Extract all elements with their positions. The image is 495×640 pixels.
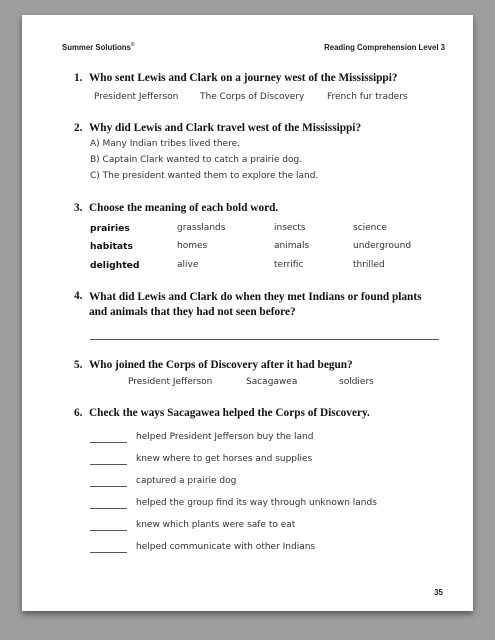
- check-blank[interactable]: [90, 464, 127, 465]
- answer-choice: soldiers: [339, 377, 374, 387]
- check-option: helped the group find its way through unknown lands: [136, 498, 377, 508]
- subject-title: Reading Comprehension Level 3: [324, 43, 445, 52]
- answer-choice: President Jefferson: [128, 377, 213, 387]
- check-blank[interactable]: [90, 486, 127, 487]
- check-option: knew which plants were safe to eat: [136, 520, 296, 530]
- question-number: 4.: [74, 290, 83, 302]
- question-number: 1.: [74, 72, 83, 84]
- check-option: helped communicate with other Indians: [136, 542, 316, 552]
- series-title: Summer Solutions©: [62, 42, 135, 52]
- question-number: 3.: [74, 202, 83, 214]
- answer-line[interactable]: [90, 339, 439, 340]
- question-text: What did Lewis and Clark do when they met Indians or found plants and animals that they had not seen before?: [89, 291, 422, 318]
- check-blank[interactable]: [90, 530, 127, 531]
- answer-choice: President Jefferson: [94, 92, 179, 102]
- vocab-option: underground: [353, 241, 412, 251]
- vocab-option: animals: [274, 241, 310, 251]
- copyright-mark: ©: [130, 42, 135, 48]
- answer-choice: C) The president wanted them to explore the land.: [90, 171, 319, 181]
- vocab-option: science: [353, 223, 387, 233]
- check-option: captured a prairie dog: [136, 476, 237, 486]
- question-6: [74, 407, 370, 419]
- question-number: 5.: [74, 359, 83, 371]
- check-option: helped President Jefferson buy the land: [136, 432, 314, 442]
- question-text: Who sent Lewis and Clark on a journey west of the Mississippi?: [89, 72, 398, 84]
- question-2: [74, 122, 361, 134]
- check-blank[interactable]: [90, 508, 127, 509]
- question-3: [74, 202, 278, 214]
- question-text: Choose the meaning of each bold word.: [89, 202, 279, 214]
- question-number: 2.: [74, 122, 83, 134]
- vocab-word: delighted: [90, 260, 140, 271]
- answer-choice: French fur traders: [327, 92, 408, 102]
- question-text: Who joined the Corps of Discovery after it had begun?: [89, 359, 353, 371]
- check-blank[interactable]: [90, 552, 127, 553]
- vocab-word: prairies: [90, 223, 130, 234]
- question-5: [74, 359, 353, 371]
- vocab-option: thrilled: [353, 260, 385, 270]
- question-number: 6.: [74, 407, 83, 419]
- vocab-option: grasslands: [177, 223, 226, 233]
- vocab-option: insects: [274, 223, 306, 233]
- question-4: [74, 290, 434, 320]
- check-option: knew where to get horses and supplies: [136, 454, 313, 464]
- answer-choice: Sacagawea: [246, 377, 298, 387]
- question-text: Why did Lewis and Clark travel west of the Mississippi?: [89, 122, 362, 134]
- worksheet-page: [22, 15, 473, 611]
- vocab-word: habitats: [90, 241, 133, 252]
- answer-choice: A) Many Indian tribes lived there.: [90, 139, 240, 149]
- check-blank[interactable]: [90, 442, 127, 443]
- question-1: [74, 72, 398, 84]
- answer-choice: The Corps of Discovery: [200, 92, 305, 102]
- vocab-option: terrific: [274, 260, 304, 270]
- page-number: 35: [434, 588, 443, 597]
- vocab-option: homes: [177, 241, 208, 251]
- vocab-option: alive: [177, 260, 199, 270]
- answer-choice: B) Captain Clark wanted to catch a prairie dog.: [90, 155, 303, 165]
- question-text: Check the ways Sacagawea helped the Corps of Discovery.: [89, 407, 370, 419]
